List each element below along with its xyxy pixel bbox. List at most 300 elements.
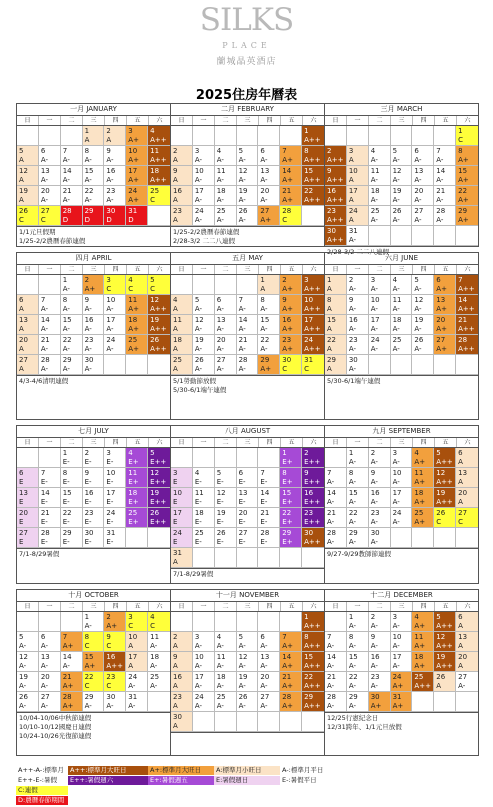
rate-code: A [19,365,24,373]
rate-code: C [106,285,112,293]
day-cell [347,275,369,295]
rate-code: A+ [392,702,404,710]
rate-code: A- [40,682,49,690]
day-number: 6 [260,147,265,155]
day-grid [171,448,324,568]
day-number: 4 [414,613,419,621]
empty-cell [215,126,237,146]
day-cell [369,652,391,672]
day-cell [83,275,105,295]
day-number: 24 [304,336,314,344]
day-cell [148,275,170,295]
day-number: 15 [260,316,270,324]
rate-code: E+ [282,538,293,546]
weekday-label: 二 [61,265,83,274]
empty-cell [412,226,434,246]
day-number: 26 [436,673,446,681]
day-number: 23 [84,336,94,344]
weekday-label: 三 [237,438,259,447]
day-number: 11 [150,633,160,641]
rate-code: E+ [282,458,293,466]
day-cell [83,652,105,672]
empty-cell [171,275,193,295]
day-number: 27 [19,529,28,537]
day-cell [347,186,369,206]
rate-code: A- [370,305,378,313]
month-notes [17,226,170,247]
day-cell [325,206,347,226]
day-number: 5 [238,147,244,155]
weekday-label: 二 [369,116,391,125]
day-number: 2 [304,449,309,457]
rate-code: A++ [436,478,453,486]
empty-cell [258,612,280,632]
day-cell [325,186,347,206]
day-cell [369,448,391,468]
day-number: 24 [370,336,380,344]
day-cell [412,315,434,335]
logo-subtitle: PLACE [222,41,271,50]
empty-cell [171,448,193,468]
weekday-label: 六 [464,439,471,446]
day-number: 15 [348,653,358,661]
empty-cell [325,612,347,632]
day-number: 23 [84,509,94,517]
rate-code: A- [84,345,92,353]
weekday-label: 二 [61,602,83,611]
rate-code: A+ [282,285,293,293]
rate-code: A- [327,702,335,710]
day-number: 29 [62,356,72,364]
day-cell [148,126,170,146]
day-number: 30 [106,207,116,215]
weekday-label: 一 [193,265,215,274]
day-number: 10 [106,469,116,477]
rate-code: A- [106,196,114,204]
day-number: 24 [392,673,402,681]
day-number: 21 [40,509,50,517]
day-cell [412,295,434,315]
empty-cell [456,692,478,712]
rate-code: E- [106,538,114,546]
day-cell [83,468,105,488]
day-number: 1 [62,449,68,457]
weekday-label: 一 [347,265,369,274]
weekday-label: 六 [156,603,163,610]
day-number: 30 [106,693,116,701]
day-number: 22 [458,187,468,195]
day-number: 6 [436,276,441,284]
day-number: 19 [216,509,226,517]
rate-code: D [106,216,112,224]
rate-code: A- [260,702,268,710]
day-number: 2 [84,276,90,284]
holiday-note: 1/25-2/2農曆春節連假 [173,228,240,236]
day-cell [369,672,391,692]
day-number: 8 [84,633,90,641]
rate-code: A- [194,176,203,184]
rate-code: A- [348,622,357,630]
day-cell [280,146,302,166]
day-number: 22 [348,509,358,517]
day-number: 7 [327,469,332,477]
empty-cell [126,528,148,548]
day-number: 23 [327,207,336,215]
rate-code: A- [40,365,49,373]
day-number: 5 [436,449,441,457]
day-cell [17,315,39,335]
rate-code: A- [348,365,357,373]
rate-code: A+ [282,325,293,333]
weekday-label: 五 [435,116,457,125]
rate-code: A++ [150,345,167,353]
weekday-label: 六 [156,117,163,124]
day-cell [325,146,347,166]
weekday-label: 二 [61,116,83,125]
rate-code: A++ [304,156,321,164]
weekday-header [325,438,478,448]
empty-cell [434,528,456,548]
weekday-header [17,116,170,126]
day-number: 8 [458,147,463,155]
rate-code: A- [106,702,114,710]
day-number: 1 [348,613,354,621]
rate-code: A [458,642,463,650]
rate-code: A- [436,156,444,164]
rate-code: A [348,196,354,204]
month-title: 三月 MARCH [325,104,478,116]
rate-code: E- [194,498,202,506]
rate-code: A++ [436,622,453,630]
rate-code: A- [238,365,246,373]
day-number: 3 [106,276,111,284]
month-title: 四月 APRIL [17,253,170,265]
day-cell [456,632,478,652]
day-number: 7 [62,147,68,155]
empty-cell [456,226,478,246]
day-number: 1 [304,127,309,135]
day-number: 27 [19,356,28,364]
day-number: 11 [128,469,138,477]
day-number: 6 [19,296,24,304]
rate-code: E [19,538,24,546]
day-cell [258,355,280,375]
empty-cell [148,206,170,226]
month-title: 九月 SEPTEMBER [325,426,478,438]
rate-code: E- [62,498,70,506]
day-cell [325,355,347,375]
day-cell [258,335,280,355]
day-cell [347,468,369,488]
day-cell [258,166,280,186]
day-number: 1 [304,613,309,621]
rate-code: C [84,642,90,650]
rate-code: A- [40,176,49,184]
weekday-label: 二 [369,438,391,447]
rate-code: E+ [282,478,293,486]
rate-code: A- [327,642,335,650]
rate-code: C [19,216,24,224]
day-number: 11 [216,167,226,175]
empty-cell [237,548,259,568]
rate-code: A+ [282,196,293,204]
day-number: 7 [40,296,46,304]
day-cell [193,692,215,712]
day-number: 4 [414,449,419,457]
rate-code: E [19,478,24,486]
day-cell [215,508,237,528]
day-cell [215,186,237,206]
day-cell [215,335,237,355]
rate-code: A++ [304,702,321,710]
rate-code: C [282,365,288,373]
rate-code: C [458,136,464,144]
day-number: 8 [327,296,332,304]
month-notes [171,732,324,735]
day-cell [456,612,478,632]
hotel-logo [0,0,493,76]
rate-code: A [173,642,178,650]
day-number: 25 [414,673,424,681]
weekday-label: 六 [310,603,317,610]
rate-code: A [173,176,178,184]
day-number: 9 [173,653,178,661]
day-cell [83,186,105,206]
day-number: 29 [458,207,468,215]
day-number: 1 [348,449,354,457]
day-number: 10 [173,489,182,497]
day-number: 27 [40,693,50,701]
empty-cell [193,612,215,632]
day-cell [126,315,148,335]
rate-code: A [106,136,112,144]
rate-code: A [173,196,178,204]
day-cell [83,508,105,528]
day-cell [193,468,215,488]
day-cell [347,448,369,468]
rate-code: A- [238,156,246,164]
day-number: 30 [370,693,380,701]
weekday-label: 五 [127,602,149,611]
rate-code: A- [62,196,70,204]
empty-cell [237,612,259,632]
day-cell [148,672,170,692]
day-number: 13 [216,316,226,324]
rate-code: A- [370,682,378,690]
day-cell [456,166,478,186]
day-cell [148,488,170,508]
rate-code: A- [194,702,203,710]
rate-code: D [84,216,90,224]
day-number: 3 [128,127,133,135]
day-number: 4 [216,633,222,641]
rate-code: A- [370,345,378,353]
rate-code: A- [392,305,400,313]
day-cell [148,315,170,335]
day-number: 31 [106,529,116,537]
month-title: 五月 MAY [171,253,324,265]
rate-code: A- [392,458,400,466]
day-cell [148,508,170,528]
rate-code: A+ [128,196,139,204]
day-number: 25 [216,693,226,701]
day-cell [126,146,148,166]
day-cell [412,508,434,528]
day-cell [17,166,39,186]
day-number: 9 [327,167,332,175]
day-cell [302,632,324,652]
day-cell [83,488,105,508]
rate-code: A [128,642,134,650]
empty-cell [193,275,215,295]
day-number: 10 [304,296,314,304]
day-cell [104,126,126,146]
day-number: 12 [238,653,248,661]
empty-cell [325,448,347,468]
day-number: 8 [260,296,265,304]
holiday-note: 9/27-9/29教師節連假 [327,550,392,558]
day-number: 19 [194,336,204,344]
empty-cell [369,126,391,146]
day-number: 15 [282,489,292,497]
empty-cell [148,355,170,375]
weekday-label: 三 [237,602,259,611]
rate-code: E- [106,458,114,466]
day-number: 2 [348,276,354,284]
rate-code: C [150,196,156,204]
day-number: 20 [260,673,270,681]
day-cell [148,295,170,315]
day-cell [237,146,259,166]
rate-code: A+ [282,682,293,690]
day-number: 12 [19,653,28,661]
day-cell [215,166,237,186]
rate-code: A- [238,196,246,204]
rate-code: A- [260,662,268,670]
weekday-header [17,265,170,275]
rate-code: A++ [150,305,167,313]
rate-code: E- [40,518,48,526]
rate-code: A- [216,156,224,164]
day-cell [215,468,237,488]
weekday-label: 二 [369,602,391,611]
rate-code: A- [327,662,335,670]
rate-code: E- [62,518,70,526]
day-cell [215,295,237,315]
holiday-note: 12/25行憲紀念日 [327,714,379,722]
day-cell [193,652,215,672]
empty-cell [215,548,237,568]
rate-code: A- [392,216,400,224]
day-cell [61,295,83,315]
day-number: 12 [436,469,446,477]
day-cell [17,295,39,315]
day-cell [104,508,126,528]
day-cell [39,166,61,186]
day-cell [347,315,369,335]
day-number: 17 [128,653,138,661]
day-cell [412,275,434,295]
day-cell [193,528,215,548]
day-cell [171,166,193,186]
day-number: 16 [282,316,292,324]
day-cell [325,315,347,335]
day-number: 26 [150,509,160,517]
day-cell [325,166,347,186]
weekday-label: 一 [39,438,61,447]
weekday-header [171,265,324,275]
day-number: 2 [84,449,90,457]
day-number: 17 [304,316,314,324]
day-number: 18 [173,336,182,344]
rate-code: A- [194,642,203,650]
day-cell [280,488,302,508]
day-cell [39,652,61,672]
day-cell [17,692,39,712]
day-number: 23 [173,207,182,215]
rate-code: A+ [282,642,293,650]
day-cell [391,692,413,712]
rate-code: A- [84,176,92,184]
day-cell [215,146,237,166]
day-cell [280,166,302,186]
rate-code: A [348,156,354,164]
holiday-note: 1/25-2/2農曆春節連假 [19,237,86,245]
day-cell [325,335,347,355]
rate-code: A- [238,345,246,353]
weekday-label: 一 [193,438,215,447]
day-cell [104,448,126,468]
day-cell [148,632,170,652]
empty-cell [215,275,237,295]
day-number: 26 [19,207,28,215]
rate-code: A++ [304,538,321,546]
day-number: 26 [216,529,226,537]
month-title: 十二月 DECEMBER [325,590,478,602]
rate-code: E- [84,538,92,546]
day-cell [325,488,347,508]
day-cell [17,672,39,692]
day-number: 27 [40,207,50,215]
rate-code: A- [260,176,268,184]
empty-cell [412,355,434,375]
rate-code: C [128,285,134,293]
weekday-header [17,602,170,612]
rate-code: A- [84,702,92,710]
weekday-label: 六 [464,603,471,610]
empty-cell [258,712,280,732]
rate-code: A+ [414,662,426,670]
rate-code: A- [414,196,422,204]
rate-code: A [327,325,332,333]
day-cell [325,468,347,488]
empty-cell [237,712,259,732]
rate-code: A+ [128,345,139,353]
rate-code: A [173,365,178,373]
day-cell [434,468,456,488]
day-cell [83,126,105,146]
day-cell [237,528,259,548]
day-number: 4 [216,147,222,155]
day-cell [347,692,369,712]
day-cell [61,186,83,206]
day-number: 1 [84,613,90,621]
day-number: 17 [106,316,116,324]
day-number: 29 [260,356,270,364]
weekday-label: 日 [325,438,347,447]
day-number: 21 [62,187,72,195]
day-number: 7 [458,276,463,284]
